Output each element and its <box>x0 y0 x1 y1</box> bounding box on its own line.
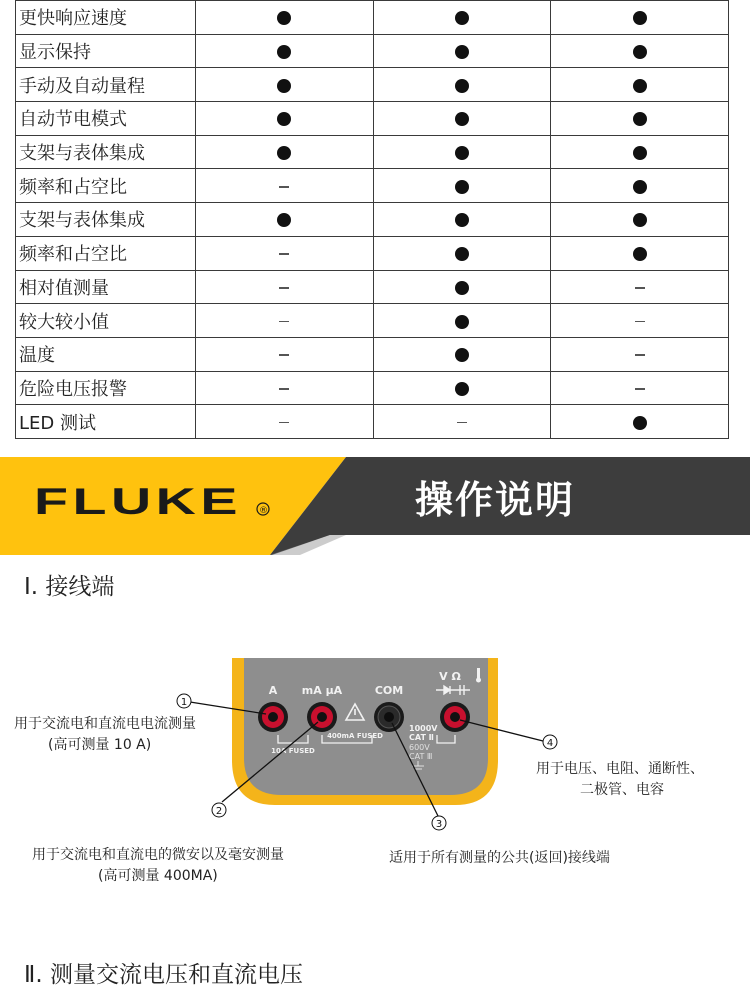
feature-cell <box>196 270 374 304</box>
jack-label-v: V Ω <box>439 670 461 683</box>
feature-label: 支架与表体集成 <box>16 135 196 169</box>
unsupported-dash-icon <box>635 287 645 289</box>
feature-cell <box>196 102 374 136</box>
table-row <box>16 68 729 102</box>
jack-com <box>374 702 404 732</box>
table-row <box>16 203 729 237</box>
rating-600v: 600V <box>409 743 430 752</box>
supported-dot-icon <box>277 79 291 93</box>
svg-text:1: 1 <box>180 697 188 708</box>
caption-ma-terminal: 用于交流电和直流电的微安以及毫安测量 (高可测量 400MA) <box>32 847 284 884</box>
feature-cell <box>196 405 374 439</box>
supported-dot-icon <box>455 112 469 126</box>
svg-text:3: 3 <box>435 819 443 830</box>
feature-cell <box>373 135 551 169</box>
feature-cell <box>373 236 551 270</box>
registered-mark: ® <box>259 506 268 516</box>
feature-cell <box>196 236 374 270</box>
feature-cell <box>373 371 551 405</box>
feature-label: 支架与表体集成 <box>16 203 196 237</box>
table-row <box>16 270 729 304</box>
supported-dot-icon <box>455 45 469 59</box>
supported-dot-icon <box>455 11 469 25</box>
feature-label: 较大较小值 <box>16 304 196 338</box>
feature-cell <box>196 337 374 371</box>
supported-dot-icon <box>633 247 647 261</box>
jack-label-a: A <box>268 684 278 697</box>
feature-label: 更快响应速度 <box>16 1 196 35</box>
unsupported-dash-icon <box>457 422 467 424</box>
supported-dot-icon <box>455 348 469 362</box>
rating-cat2: CAT Ⅱ <box>409 733 434 742</box>
supported-dot-icon <box>633 180 647 194</box>
supported-dot-icon <box>633 146 647 160</box>
caption-a-terminal: 用于交流电和直流电电流测量 (高可测量 10 A) <box>14 716 196 753</box>
supported-dot-icon <box>633 45 647 59</box>
supported-dot-icon <box>633 416 647 430</box>
feature-cell <box>196 1 374 35</box>
unsupported-dash-icon <box>279 388 289 390</box>
table-row <box>16 102 729 136</box>
callout-3 <box>432 816 446 830</box>
supported-dot-icon <box>455 281 469 295</box>
feature-cell <box>373 1 551 35</box>
feature-cell <box>551 236 729 270</box>
supported-dot-icon <box>277 146 291 160</box>
feature-cell <box>373 304 551 338</box>
feature-cell <box>196 34 374 68</box>
callout-1 <box>177 694 191 708</box>
feature-cell <box>196 135 374 169</box>
feature-cell <box>373 203 551 237</box>
table-row <box>16 371 729 405</box>
supported-dot-icon <box>277 45 291 59</box>
unsupported-dash-icon <box>635 354 645 356</box>
feature-label: 手动及自动量程 <box>16 68 196 102</box>
supported-dot-icon <box>633 213 647 227</box>
feature-cell <box>196 68 374 102</box>
table-row <box>16 337 729 371</box>
callout-4 <box>543 735 557 749</box>
feature-cell <box>551 337 729 371</box>
table-row <box>16 304 729 338</box>
jack-label-ma: mA μA <box>301 684 343 697</box>
feature-label: 温度 <box>16 337 196 371</box>
fluke-logo: FLUKE <box>34 481 242 522</box>
feature-cell <box>373 68 551 102</box>
supported-dot-icon <box>633 79 647 93</box>
feature-cell <box>373 405 551 439</box>
feature-label: 自动节电模式 <box>16 102 196 136</box>
supported-dot-icon <box>455 315 469 329</box>
table-row <box>16 169 729 203</box>
caption-com-terminal: 适用于所有测量的公共(返回)接线端 <box>389 850 610 866</box>
fuse-label-ma: 400mA FUSED <box>327 732 383 740</box>
fuse-label-a: 10A FUSED <box>271 747 315 755</box>
table-row <box>16 135 729 169</box>
jack-label-com: COM <box>374 684 404 697</box>
unsupported-dash-icon <box>279 321 289 323</box>
feature-cell <box>551 169 729 203</box>
svg-text:4: 4 <box>546 738 554 749</box>
feature-cell <box>551 371 729 405</box>
feature-cell <box>196 371 374 405</box>
table-row <box>16 236 729 270</box>
supported-dot-icon <box>277 11 291 25</box>
supported-dot-icon <box>455 79 469 93</box>
supported-dot-icon <box>455 180 469 194</box>
feature-cell <box>551 304 729 338</box>
feature-cell <box>551 34 729 68</box>
feature-label: 显示保持 <box>16 34 196 68</box>
supported-dot-icon <box>277 213 291 227</box>
feature-cell <box>373 169 551 203</box>
callout-2 <box>212 803 226 817</box>
unsupported-dash-icon <box>635 388 645 390</box>
unsupported-dash-icon <box>279 186 289 188</box>
table-row <box>16 34 729 68</box>
feature-cell <box>373 34 551 68</box>
feature-cell <box>551 102 729 136</box>
feature-cell <box>373 102 551 136</box>
feature-cell <box>551 270 729 304</box>
supported-dot-icon <box>633 112 647 126</box>
section-heading-voltage: Ⅱ. 测量交流电压和直流电压 <box>24 962 303 988</box>
feature-label: LED 测试 <box>16 405 196 439</box>
feature-cell <box>551 203 729 237</box>
unsupported-dash-icon <box>635 321 645 323</box>
jack-v <box>440 702 470 732</box>
rating-1000v: 1000V <box>409 724 438 733</box>
feature-cell <box>196 169 374 203</box>
rating-cat3: CAT Ⅲ <box>409 752 433 761</box>
feature-label: 危险电压报警 <box>16 371 196 405</box>
supported-dot-icon <box>455 247 469 261</box>
feature-comparison-table <box>15 0 729 439</box>
supported-dot-icon <box>277 112 291 126</box>
caption-v-terminal: 用于电压、电阻、通断性、 二极管、电容 <box>536 761 704 798</box>
supported-dot-icon <box>455 146 469 160</box>
feature-cell <box>373 270 551 304</box>
svg-text:2: 2 <box>215 806 223 817</box>
unsupported-dash-icon <box>279 422 289 424</box>
supported-dot-icon <box>633 11 647 25</box>
feature-label: 相对值测量 <box>16 270 196 304</box>
feature-cell <box>551 68 729 102</box>
unsupported-dash-icon <box>279 253 289 255</box>
feature-cell <box>196 203 374 237</box>
unsupported-dash-icon <box>279 287 289 289</box>
supported-dot-icon <box>455 382 469 396</box>
feature-cell <box>551 135 729 169</box>
feature-label: 频率和占空比 <box>16 236 196 270</box>
feature-cell <box>373 337 551 371</box>
banner-title: 操作说明 <box>414 477 575 522</box>
feature-cell <box>551 405 729 439</box>
feature-cell <box>196 304 374 338</box>
table-row <box>16 1 729 35</box>
feature-label: 频率和占空比 <box>16 169 196 203</box>
feature-cell <box>551 1 729 35</box>
section-heading-terminals: Ⅰ. 接线端 <box>24 574 115 600</box>
jack-a <box>258 702 288 732</box>
table-row <box>16 405 729 439</box>
unsupported-dash-icon <box>279 354 289 356</box>
supported-dot-icon <box>455 213 469 227</box>
